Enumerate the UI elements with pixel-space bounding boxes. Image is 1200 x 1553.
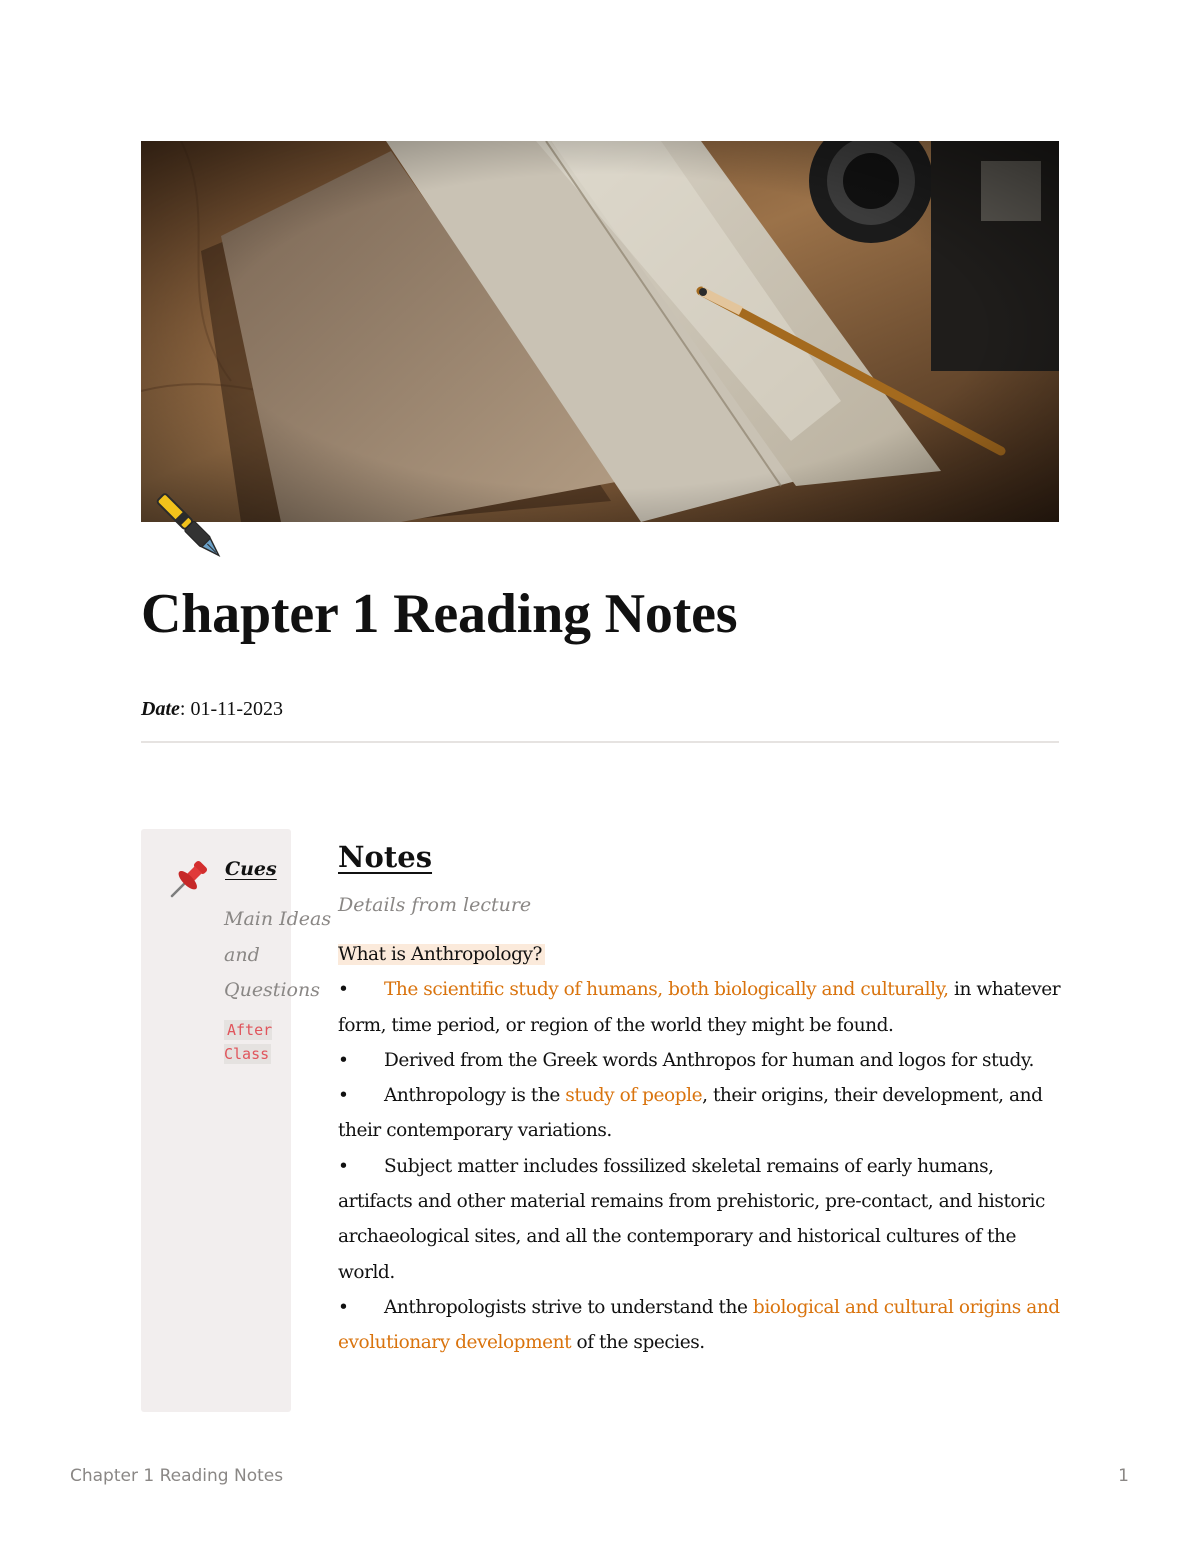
list-item: • Subject matter includes fossilized skeletal remains of early humans, artifacts and other material remains from prehistoric, pre-contact, and historic archaeological sites, and all the contemporary and historical cultures of the world. [338, 1155, 1045, 1283]
footer-title: Chapter 1 Reading Notes [70, 1466, 284, 1486]
pushpin-icon [166, 858, 210, 902]
page-title: Chapter 1 Reading Notes [141, 583, 738, 645]
divider [141, 741, 1059, 743]
list-item: • Derived from the Greek words Anthropos for human and logos for study. [338, 1049, 1034, 1071]
list-item: • Anthropology is the study of people, their origins, their development, and their contemporary variations. [338, 1085, 1043, 1142]
date-label: Date [141, 698, 180, 720]
fountain-pen-icon [146, 484, 232, 570]
list-item: • Anthropologists strive to understand the biological and cultural origins and evolutionary development of the species. [338, 1296, 1060, 1354]
date-property: Date: 01-11-2023 [141, 698, 284, 720]
cues-heading: Cues [225, 858, 277, 880]
page-number: 1 [1118, 1466, 1129, 1486]
notes-subtitle: Details from lecture [338, 894, 532, 916]
cover-image [141, 141, 1059, 522]
notes-heading: Notes [338, 840, 433, 874]
question-text: What is Anthropology? [338, 944, 545, 965]
after-class-tag: After Class [224, 1021, 273, 1063]
date-value: 01-11-2023 [190, 698, 284, 720]
list-item: • The scientific study of humans, both biologically and culturally, in whatever form, time period, or region of the world they might be found. [338, 979, 1061, 1036]
cues-subtitle: Main Ideas and Questions [224, 908, 332, 1001]
notes-body [338, 937, 1062, 1361]
